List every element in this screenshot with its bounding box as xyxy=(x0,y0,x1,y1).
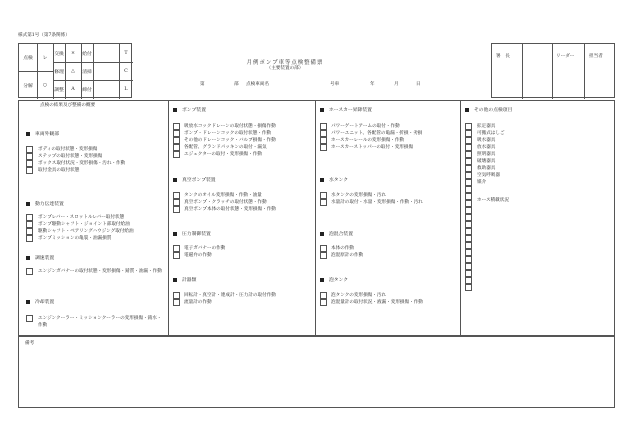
col4-checkbox[interactable] xyxy=(465,193,472,200)
col4-item: 照明器具 xyxy=(477,152,496,157)
header-dept: 第 xyxy=(200,82,205,87)
col2-s1-checkbox[interactable] xyxy=(173,151,180,158)
col2-s1-item: 吸放水コックドレーンの取付状態・損傷作動 xyxy=(184,124,276,129)
col4-checkbox[interactable] xyxy=(465,186,472,193)
col2-s4-checkbox[interactable] xyxy=(173,292,180,299)
col1-sec3-title: 調速装置 xyxy=(35,256,55,261)
col1-s2-item: ポンプ駆動シャフト・ジョイント部取付給油 xyxy=(38,222,130,227)
col3-sec1-title: ホースカー昇降装置 xyxy=(329,108,372,113)
col3-sec4-title: 泡タンク xyxy=(329,278,349,283)
col4-checkbox[interactable] xyxy=(465,235,472,242)
col4-checkbox[interactable] xyxy=(465,144,472,151)
col2-s3-item: 電磁弁の作動 xyxy=(184,253,212,258)
col4-item: 空気呼吸器 xyxy=(477,173,500,178)
col3-s3-item: 泡混原計の作動 xyxy=(331,253,364,258)
col2-s2-item: 真空ポンプ本体の取付状態・変形損傷・作動 xyxy=(184,207,276,212)
col1-s3-item: エンジンガバナーの取付状態・変形損傷・錆質・油漏・作動 xyxy=(38,269,162,274)
col4-checkbox[interactable] xyxy=(465,130,472,137)
legend-label1-r1: 交換 xyxy=(54,51,64,57)
col4-checkbox[interactable] xyxy=(465,179,472,186)
col1-s1-checkbox[interactable] xyxy=(26,146,33,153)
col3-s2-checkbox[interactable] xyxy=(320,192,327,199)
col1-s2-checkbox[interactable] xyxy=(26,221,33,228)
col2-s2-checkbox[interactable] xyxy=(173,206,180,213)
col3-s4-checkbox[interactable] xyxy=(320,299,327,306)
col2-s2-item: 真空ポンプ・クラッチの取付状態・作動 xyxy=(184,200,267,205)
col2-sec2-title: 真空ポンプ装置 xyxy=(182,178,216,183)
col2-sec3-title: 圧力制御装置 xyxy=(182,232,211,237)
col4-checkbox[interactable] xyxy=(465,284,472,291)
col3-s2-item: 水量計の取付・水量・変形損傷・作動・汚れ xyxy=(331,200,423,205)
legend-kind-1: 点検 xyxy=(23,56,33,61)
col4-checkbox[interactable] xyxy=(465,263,472,270)
legend-mark2-r3: A xyxy=(71,87,75,92)
col2-s2-checkbox[interactable] xyxy=(173,192,180,199)
legend-table xyxy=(18,43,132,98)
col4-checkbox[interactable] xyxy=(465,158,472,165)
col2-s4-item: 流量計の作動 xyxy=(184,300,212,305)
signature-captain: 署 長 xyxy=(496,54,510,59)
col4-checkbox[interactable] xyxy=(465,221,472,228)
col1-s3-checkbox[interactable] xyxy=(26,268,33,275)
col2-s2-checkbox[interactable] xyxy=(173,199,180,206)
col1-s1-checkbox[interactable] xyxy=(26,153,33,160)
col4-checkbox[interactable] xyxy=(465,207,472,214)
signature-table xyxy=(491,43,615,98)
col1-s1-item: ボックス取付状況・変形損傷・汚れ・作動 xyxy=(38,161,126,166)
signature-leader: リーダー xyxy=(556,54,575,59)
remarks-label: 備考 xyxy=(25,341,35,346)
legend-mark-3: ○ xyxy=(42,82,48,88)
col1-s1-item: 取付金具の取付状態 xyxy=(38,168,80,173)
col1-heading: 点検の結果及び整備の概要 xyxy=(40,103,96,108)
col1-s2-item: 駆動シャフト・ベアリングハウジング取付給油 xyxy=(38,229,134,234)
col4-checkbox[interactable] xyxy=(465,172,472,179)
col2-s1-item: その他のドレーンコック・バルブ損傷・作動 xyxy=(184,138,276,143)
col4-checkbox[interactable] xyxy=(465,123,472,130)
col4-item: 救助器具 xyxy=(477,166,496,171)
col3-s1-checkbox[interactable] xyxy=(320,130,327,137)
col2-s3-checkbox[interactable] xyxy=(173,245,180,252)
col1-s2-item: ポンプレバー・スロットルレバー取付状態 xyxy=(38,215,125,220)
col2-s1-item: ポンプ・ドレーンコックの取付状態・作動 xyxy=(184,131,272,136)
col2-sec4-title: 計器類 xyxy=(182,278,197,283)
legend-label2-r2: 清掃 xyxy=(82,69,92,75)
col3-s2-item: 水タンクの変形損傷・汚れ xyxy=(331,193,387,198)
signature-person: 担当者 xyxy=(589,54,603,59)
header-day: 日 xyxy=(416,82,421,87)
col2-s1-checkbox[interactable] xyxy=(173,144,180,151)
col4-item: 吸水器具 xyxy=(477,138,496,143)
col4-item: 拡定器具 xyxy=(477,124,496,129)
header-vehicle-label: 点検車両名 xyxy=(246,82,269,87)
col2-s1-checkbox[interactable] xyxy=(173,123,180,130)
col1-s2-checkbox[interactable] xyxy=(26,235,33,242)
col4-checkbox[interactable] xyxy=(465,214,472,221)
col1-sec2-title: 動力伝達装置 xyxy=(35,202,64,207)
legend-mark3-r2: C xyxy=(124,68,128,74)
col2-s3-item: 電子ガバナーの作動 xyxy=(184,246,226,251)
col2-s1-item: 各配管、グランドパッキンの取付・漏気 xyxy=(184,145,267,150)
legend-label1-r2: 修理 xyxy=(54,69,64,75)
col3-s4-item: 泡タンクの変形損傷・汚れ xyxy=(331,293,387,298)
col1-s2-item: ポンプミッションの亀裂・油漏損質 xyxy=(38,236,112,241)
col3-s1-checkbox[interactable] xyxy=(320,144,327,151)
col3-s1-checkbox[interactable] xyxy=(320,137,327,144)
col1-sec1-title: 車両外観部 xyxy=(35,132,59,137)
col4-checkbox[interactable] xyxy=(465,270,472,277)
col1-s4-item: エンジンクーラー・ミッションクーラーの変形損傷・錆水・作動 xyxy=(38,316,162,328)
col3-s2-checkbox[interactable] xyxy=(320,199,327,206)
col1-s1-item: ボディの取付状態・変形損傷 xyxy=(38,147,98,152)
col3-sec2-title: 水タンク xyxy=(329,178,349,183)
col4-checkbox[interactable] xyxy=(465,242,472,249)
col1-s4-checkbox[interactable] xyxy=(26,315,33,322)
col3-s1-checkbox[interactable] xyxy=(320,123,327,130)
legend-mark3-r3: L xyxy=(124,87,128,92)
legend-label1-r3: 調整 xyxy=(54,88,64,93)
col2-sec1-title: ポンプ装置 xyxy=(182,108,206,113)
col4-checkbox[interactable] xyxy=(465,228,472,235)
col4-title: その他の点検項目 xyxy=(474,108,513,113)
col3-s1-item: パワーゲートアームの取付・作動 xyxy=(331,124,400,129)
col4-checkbox[interactable] xyxy=(465,200,472,207)
col1-sec4-title: 冷却装置 xyxy=(35,300,55,305)
legend-mark3-r1: T xyxy=(124,50,128,56)
form-title: 月例ポンプ車等点検整備票 xyxy=(246,60,324,66)
col4-checkbox[interactable] xyxy=(465,165,472,172)
col2-s1-item: エジェクターの取付・変形損傷・作動 xyxy=(184,152,262,157)
col4-item: 媒介 xyxy=(477,180,487,185)
col3-s3-checkbox[interactable] xyxy=(320,252,327,259)
col2-s3-checkbox[interactable] xyxy=(173,252,180,259)
col4-item: 破壊器具 xyxy=(477,159,496,164)
col1-s1-checkbox[interactable] xyxy=(26,160,33,167)
col3-s4-item: 泡混量計の取付状況・液漏・変形損傷・作動 xyxy=(331,300,423,305)
col3-s3-item: 本体の作動 xyxy=(331,246,354,251)
form-subtitle: （主要装置の部） xyxy=(266,66,304,71)
remarks-box xyxy=(18,336,615,408)
col4-checkbox[interactable] xyxy=(465,151,472,158)
legend-label2-r1: 給付 xyxy=(82,51,92,57)
legend-label2-r3: 締付 xyxy=(82,88,92,93)
col1-s1-item: ステップの取付状態・変形損傷 xyxy=(38,154,103,159)
col4-item: 放水器具 xyxy=(477,145,496,150)
col3-s1-item: ホースカーレールの変形損傷・作動 xyxy=(331,138,405,143)
legend-kind-3: 分解 xyxy=(23,83,33,89)
col3-s3-checkbox[interactable] xyxy=(320,245,327,252)
col4-checkbox[interactable] xyxy=(465,137,472,144)
legend-mark2-r1: × xyxy=(70,50,76,56)
col3-sec3-title: 泡混合装置 xyxy=(329,232,353,237)
legend-mark-1: レ xyxy=(42,56,48,61)
col1-s2-checkbox[interactable] xyxy=(26,228,33,235)
col4-checkbox[interactable] xyxy=(465,256,472,263)
col3-s4-checkbox[interactable] xyxy=(320,292,327,299)
col4-checkbox[interactable] xyxy=(465,249,472,256)
legend-mark2-r2: △ xyxy=(71,68,75,74)
col2-s4-item: 回転計・真空計・連成計・圧力計の取付作動 xyxy=(184,293,276,298)
form-label: 様式第1号（第7条関係） xyxy=(18,33,70,38)
col2-s4-checkbox[interactable] xyxy=(173,299,180,306)
header-squad: 部 xyxy=(234,82,239,87)
col4-checkbox[interactable] xyxy=(465,277,472,284)
header-number-label: 号車 xyxy=(330,82,340,87)
col4-item: ホース積載状況 xyxy=(477,198,509,203)
col2-s2-item: タンクのオイル変形損傷・作動・油量 xyxy=(184,193,262,198)
header-month: 月 xyxy=(394,82,399,87)
col1-s2-checkbox[interactable] xyxy=(26,214,33,221)
col2-s1-checkbox[interactable] xyxy=(173,137,180,144)
col2-s1-checkbox[interactable] xyxy=(173,130,180,137)
col1-s1-checkbox[interactable] xyxy=(26,167,33,174)
col3-s1-item: パワーユニット、各配管の亀漏・折損・劣損 xyxy=(331,131,423,136)
col3-s1-item: ホースカーストッパーの取付・変形損傷 xyxy=(331,145,414,150)
header-year: 年 xyxy=(370,82,375,87)
col4-item: 可搬式はしご xyxy=(477,131,505,136)
